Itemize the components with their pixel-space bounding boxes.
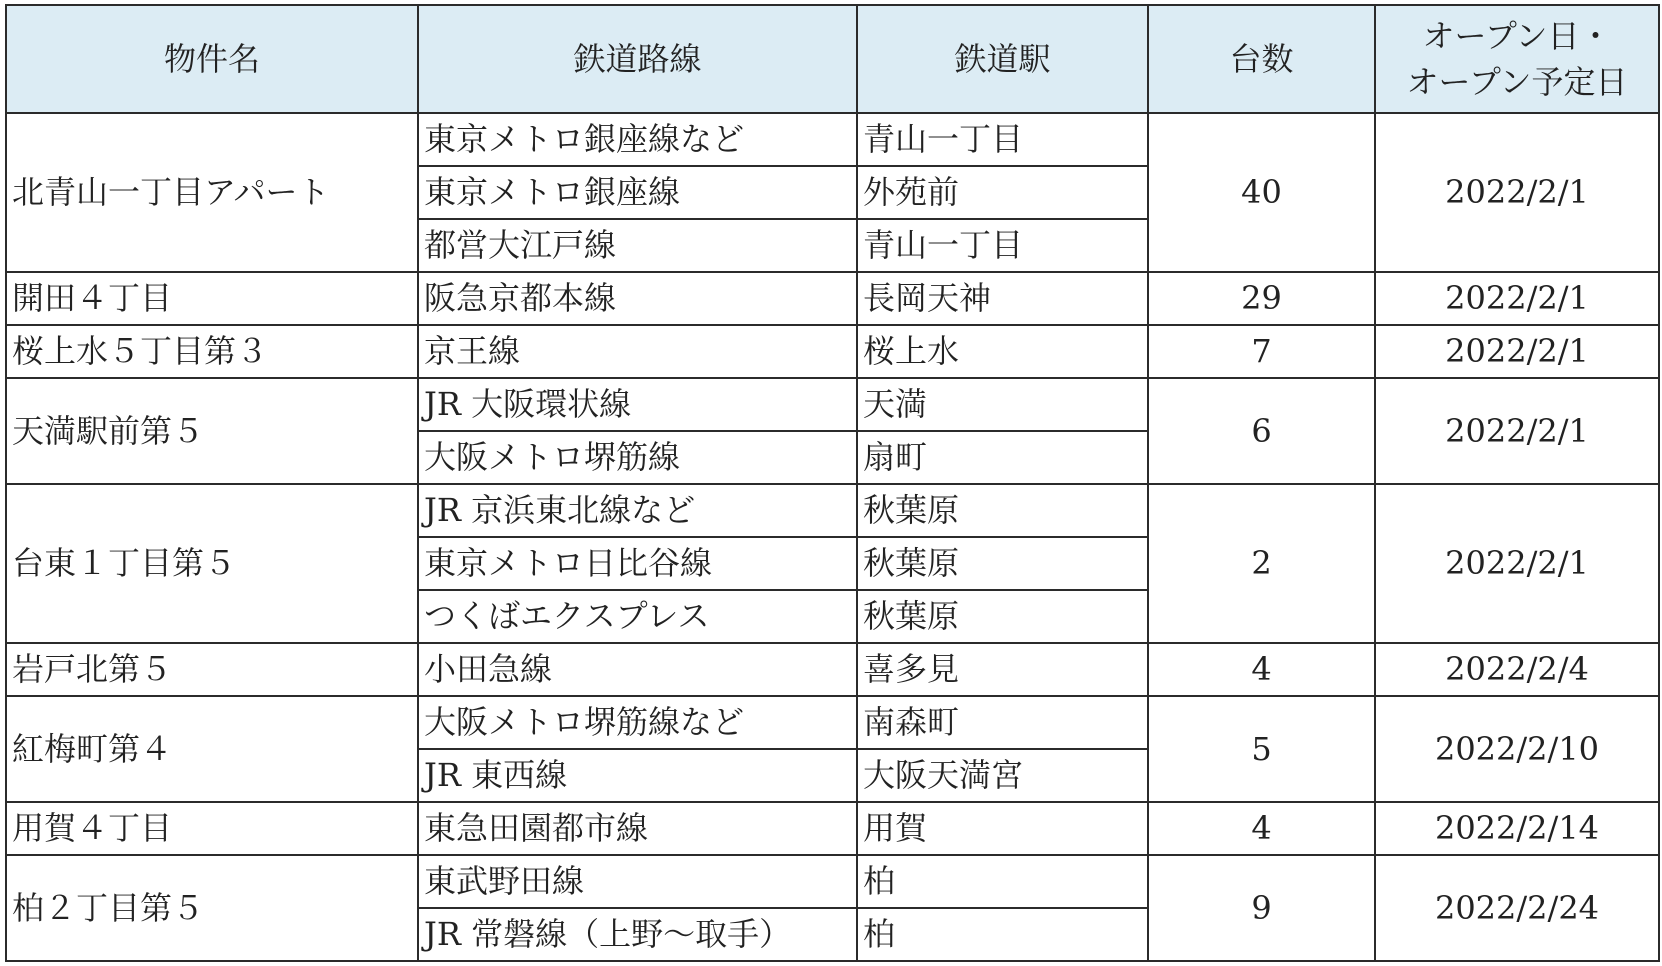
railway-station-cell: 秋葉原: [857, 537, 1148, 590]
unit-count-cell: 9: [1148, 855, 1375, 961]
railway-line-cell: 都営大江戸線: [418, 219, 857, 272]
header-property-name: 物件名: [6, 5, 418, 113]
table-row: [6, 484, 1659, 537]
header-row: [6, 5, 1659, 113]
property-name-cell: 台東１丁目第５: [6, 484, 418, 643]
property-name-cell: 開田４丁目: [6, 272, 418, 325]
railway-line-cell: 京王線: [418, 325, 857, 378]
railway-station-cell: 柏: [857, 855, 1148, 908]
railway-station-cell: 青山一丁目: [857, 113, 1148, 166]
railway-station-cell: 秋葉原: [857, 484, 1148, 537]
unit-count-cell: 4: [1148, 643, 1375, 696]
open-date-cell: 2022/2/10: [1375, 696, 1659, 802]
railway-line-cell: 阪急京都本線: [418, 272, 857, 325]
railway-station-cell: 柏: [857, 908, 1148, 961]
property-name-cell: 桜上水５丁目第３: [6, 325, 418, 378]
railway-station-cell: 青山一丁目: [857, 219, 1148, 272]
open-date-cell: 2022/2/1: [1375, 378, 1659, 484]
table-row: [6, 696, 1659, 749]
property-name-cell: 北青山一丁目アパート: [6, 113, 418, 272]
railway-station-cell: 用賀: [857, 802, 1148, 855]
railway-line-cell: 東京メトロ銀座線: [418, 166, 857, 219]
railway-line-cell: JR 大阪環状線: [418, 378, 857, 431]
railway-line-cell: JR 東西線: [418, 749, 857, 802]
property-name-cell: 用賀４丁目: [6, 802, 418, 855]
header-open-date-line2: オープン予定日: [1406, 63, 1628, 101]
railway-line-cell: 大阪メトロ堺筋線: [418, 431, 857, 484]
railway-station-cell: 南森町: [857, 696, 1148, 749]
property-name-cell: 紅梅町第４: [6, 696, 418, 802]
header-railway-line: 鉄道路線: [418, 5, 857, 113]
parking-property-table: [5, 4, 1660, 962]
railway-line-cell: JR 京浜東北線など: [418, 484, 857, 537]
railway-line-cell: JR 常磐線（上野～取手）: [418, 908, 857, 961]
railway-station-cell: 長岡天神: [857, 272, 1148, 325]
railway-line-cell: 東京メトロ銀座線など: [418, 113, 857, 166]
open-date-cell: 2022/2/1: [1375, 325, 1659, 378]
table-row: [6, 325, 1659, 378]
property-name-cell: 天満駅前第５: [6, 378, 418, 484]
railway-station-cell: 秋葉原: [857, 590, 1148, 643]
table-header: [6, 5, 1659, 113]
railway-station-cell: 扇町: [857, 431, 1148, 484]
table-row: [6, 855, 1659, 908]
unit-count-cell: 5: [1148, 696, 1375, 802]
table-row: [6, 378, 1659, 431]
open-date-cell: 2022/2/1: [1375, 272, 1659, 325]
header-railway-station: 鉄道駅: [857, 5, 1148, 113]
open-date-cell: 2022/2/1: [1375, 484, 1659, 643]
open-date-cell: 2022/2/1: [1375, 113, 1659, 272]
table-row: [6, 113, 1659, 166]
property-name-cell: 岩戸北第５: [6, 643, 418, 696]
table-row: [6, 643, 1659, 696]
railway-line-cell: 東武野田線: [418, 855, 857, 908]
railway-station-cell: 喜多見: [857, 643, 1148, 696]
unit-count-cell: 2: [1148, 484, 1375, 643]
unit-count-cell: 40: [1148, 113, 1375, 272]
header-open-date: [1375, 5, 1659, 113]
railway-line-cell: 大阪メトロ堺筋線など: [418, 696, 857, 749]
unit-count-cell: 7: [1148, 325, 1375, 378]
open-date-cell: 2022/2/4: [1375, 643, 1659, 696]
railway-station-cell: 天満: [857, 378, 1148, 431]
table-body: [6, 113, 1659, 961]
open-date-cell: 2022/2/24: [1375, 855, 1659, 961]
railway-station-cell: 大阪天満宮: [857, 749, 1148, 802]
railway-line-cell: つくばエクスプレス: [418, 590, 857, 643]
header-open-date-line1: オープン日・: [1422, 17, 1612, 55]
unit-count-cell: 4: [1148, 802, 1375, 855]
railway-station-cell: 桜上水: [857, 325, 1148, 378]
unit-count-cell: 6: [1148, 378, 1375, 484]
railway-line-cell: 東急田園都市線: [418, 802, 857, 855]
table-row: [6, 802, 1659, 855]
property-name-cell: 柏２丁目第５: [6, 855, 418, 961]
railway-station-cell: 外苑前: [857, 166, 1148, 219]
table-row: [6, 272, 1659, 325]
railway-line-cell: 小田急線: [418, 643, 857, 696]
unit-count-cell: 29: [1148, 272, 1375, 325]
railway-line-cell: 東京メトロ日比谷線: [418, 537, 857, 590]
header-unit-count: 台数: [1148, 5, 1375, 113]
open-date-cell: 2022/2/14: [1375, 802, 1659, 855]
